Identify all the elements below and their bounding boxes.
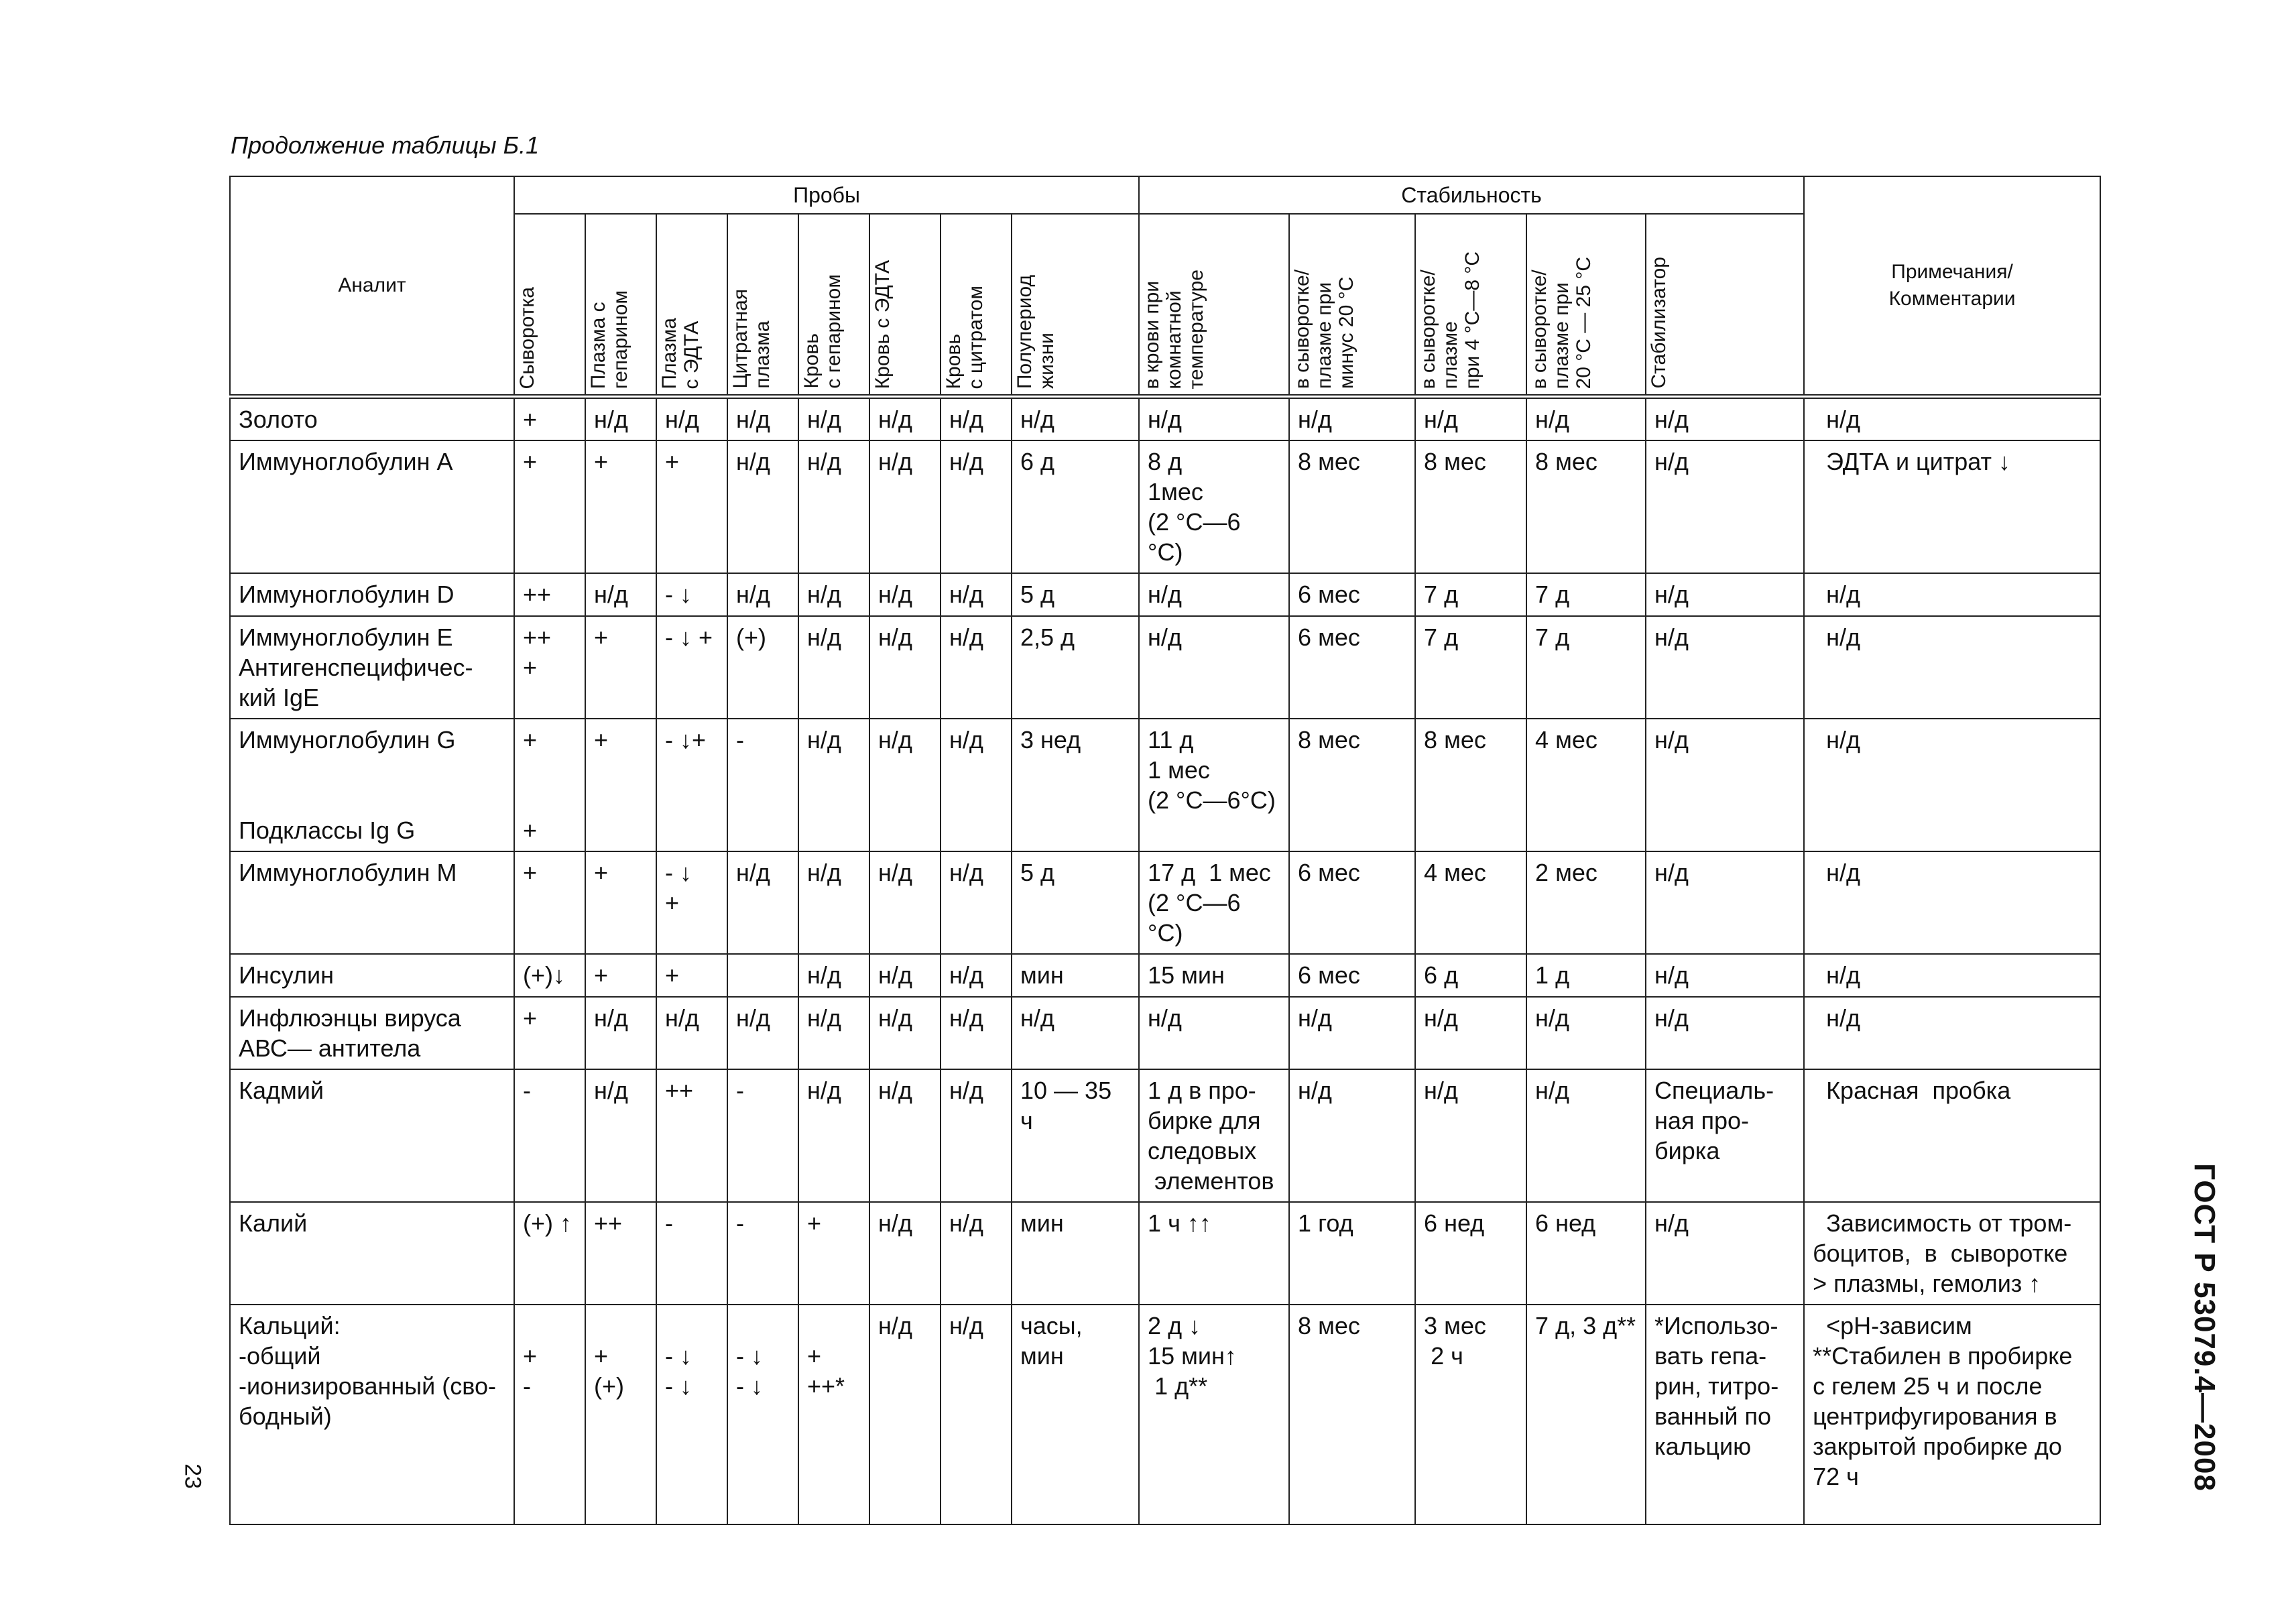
header-sample-7-label: Полупериод жизни: [1014, 275, 1058, 389]
table-cell: +: [798, 1202, 869, 1305]
table-cell: [727, 954, 798, 997]
table-cell: н/д: [941, 573, 1012, 616]
table-cell: часы, мин: [1012, 1305, 1139, 1524]
table-cell: 6 мес: [1289, 616, 1415, 719]
table-cell: +: [514, 851, 585, 954]
table-cell: н/д: [727, 440, 798, 573]
table-row: [230, 997, 2100, 1069]
table-cell: 1 д: [1526, 954, 1646, 997]
table-cell: н/д: [1415, 997, 1526, 1069]
analyte-cell: Иммуноглобулин А: [230, 440, 514, 573]
table-cell: + (+): [585, 1305, 656, 1524]
table-cell: н/д: [1646, 1202, 1804, 1305]
table-cell: 6 мес: [1289, 851, 1415, 954]
table-cell: н/д: [727, 397, 798, 441]
analyte-table: [229, 176, 2101, 1525]
table-cell: 6 нед: [1415, 1202, 1526, 1305]
header-sample-4: [798, 214, 869, 397]
table-cell: 4 мес: [1415, 851, 1526, 954]
header-sample-6-label: Кровь с цитратом: [943, 285, 987, 389]
header-sample-1: [585, 214, 656, 397]
header-sample-5: [869, 214, 941, 397]
header-sample-6: [941, 214, 1012, 397]
table-cell: н/д: [869, 573, 941, 616]
table-cell: н/д: [798, 573, 869, 616]
analyte-cell: Иммуноглобулин G Подклассы Ig G: [230, 719, 514, 851]
page-number-text: 23: [180, 1463, 206, 1489]
table-cell: н/д: [727, 997, 798, 1069]
table-cell: н/д: [1804, 851, 2100, 954]
table-cell: н/д: [869, 851, 941, 954]
table-cell: 5 д: [1012, 573, 1139, 616]
table-cell: н/д: [585, 1069, 656, 1202]
analyte-cell: Золото: [230, 397, 514, 441]
table-cell: *Использо- вать гепа- рин, титро- ванный по кальцию: [1646, 1305, 1804, 1524]
header-stability-4-label: Стабилизатор: [1648, 257, 1671, 389]
table-cell: 3 нед: [1012, 719, 1139, 851]
header-stability-3-label: в сыворотке/ плазме при 20 °С — 25 °С: [1528, 256, 1595, 389]
table-cell: н/д: [1646, 573, 1804, 616]
table-cell: 17 д 1 мес (2 °С—6 °С): [1139, 851, 1289, 954]
table-cell: - ↓ +: [656, 616, 727, 719]
table-cell: н/д: [798, 954, 869, 997]
table-cell: н/д: [1415, 1069, 1526, 1202]
table-cell: н/д: [798, 397, 869, 441]
table-cell: н/д: [941, 954, 1012, 997]
table-cell: н/д: [869, 997, 941, 1069]
table-cell: н/д: [1646, 397, 1804, 441]
table-cell: 1 ч ↑↑: [1139, 1202, 1289, 1305]
table-cell: н/д: [869, 1069, 941, 1202]
table-cell: +: [656, 440, 727, 573]
header-sample-5-label: Кровь с ЭДТА: [871, 259, 894, 389]
header-stability-1: [1289, 214, 1415, 397]
header-stability-2-label: в сыворотке/ плазме при 4 °С—8 °С: [1417, 251, 1484, 389]
header-sample-0: [514, 214, 585, 397]
header-sample-1-label: Плазма с гепарином: [587, 290, 631, 389]
table-cell: Специаль- ная про- бирка: [1646, 1069, 1804, 1202]
table-cell: н/д: [798, 851, 869, 954]
table-cell: - ↓ - ↓: [727, 1305, 798, 1524]
table-cell: (+): [727, 616, 798, 719]
header-sample-2: [656, 214, 727, 397]
header-notes: [1804, 176, 2100, 397]
table-cell: н/д: [869, 1305, 941, 1524]
header-stability-4: [1646, 214, 1804, 397]
table-cell: н/д: [1646, 719, 1804, 851]
table-cell: 8 мес: [1289, 1305, 1415, 1524]
table-cell: н/д: [1289, 997, 1415, 1069]
header-samples-group: Пробы: [514, 176, 1139, 214]
header-sample-4-label: Кровь с гепарином: [800, 274, 845, 389]
table-cell: н/д: [727, 573, 798, 616]
table-cell: н/д: [1804, 719, 2100, 851]
header-sample-0-label: Сыворотка: [516, 286, 538, 389]
table-cell: н/д: [1804, 997, 2100, 1069]
table-cell: - ↓ - ↓: [656, 1305, 727, 1524]
analyte-cell: Кадмий: [230, 1069, 514, 1202]
table-cell: н/д: [1526, 1069, 1646, 1202]
table-cell: н/д: [798, 616, 869, 719]
table-cell: ++ +: [514, 616, 585, 719]
table-cell: +: [585, 851, 656, 954]
table-cell: н/д: [941, 851, 1012, 954]
table-cell: н/д: [1139, 397, 1289, 441]
table-cell: ЭДТА и цитрат ↓: [1804, 440, 2100, 573]
table-cell: 11 д 1 мес (2 °С—6°С): [1139, 719, 1289, 851]
analyte-cell: Инсулин: [230, 954, 514, 997]
document-code-label: [2184, 1153, 2224, 1502]
table-cell: 2,5 д: [1012, 616, 1139, 719]
table-cell: н/д: [869, 1202, 941, 1305]
table-cell: н/д: [869, 719, 941, 851]
table-cell: 7 д: [1415, 616, 1526, 719]
table-cell: ++: [585, 1202, 656, 1305]
header-sample-3-label: Цитратная плазма: [729, 289, 774, 389]
table-cell: Красная пробка: [1804, 1069, 2100, 1202]
table-cell: н/д: [656, 997, 727, 1069]
table-cell: -: [727, 1069, 798, 1202]
table-cell: н/д: [798, 719, 869, 851]
table-cell: н/д: [798, 997, 869, 1069]
header-stability-group: Стабильность: [1139, 176, 1804, 214]
table-cell: +: [514, 997, 585, 1069]
table-cell: н/д: [1289, 1069, 1415, 1202]
table-cell: н/д: [1804, 573, 2100, 616]
table-cell: -: [727, 719, 798, 851]
table-cell: ++: [514, 573, 585, 616]
table-cell: н/д: [798, 440, 869, 573]
table-cell: -: [514, 1069, 585, 1202]
table-cell: н/д: [1526, 997, 1646, 1069]
analyte-cell: Иммуноглобулин D: [230, 573, 514, 616]
analyte-cell: Кальций: -общий -ионизированный (сво- бодный): [230, 1305, 514, 1524]
analyte-cell: Иммуноглобулин Е Антигенспецифичес- кий IgE: [230, 616, 514, 719]
table-cell: -: [656, 1202, 727, 1305]
table-cell: +: [585, 440, 656, 573]
header-analyte: Аналит: [230, 176, 514, 397]
table-cell: - ↓: [656, 573, 727, 616]
table-cell: 7 д: [1415, 573, 1526, 616]
table-cell: н/д: [1804, 616, 2100, 719]
table-cell: ++: [656, 1069, 727, 1202]
header-stability-2: [1415, 214, 1526, 397]
table-cell: 6 д: [1415, 954, 1526, 997]
header-stability-0: [1139, 214, 1289, 397]
header-sample-2-label: Плазма с ЭДТА: [658, 317, 703, 389]
table-cell: 2 д ↓ 15 мин↑ 1 д**: [1139, 1305, 1289, 1524]
table-cell: н/д: [1012, 997, 1139, 1069]
table-cell: н/д: [585, 573, 656, 616]
table-cell: н/д: [1646, 851, 1804, 954]
header-stability-0-label: в крови при комнатной температуре: [1141, 269, 1208, 389]
table-cell: н/д: [1646, 616, 1804, 719]
table-cell: +: [585, 616, 656, 719]
table-cell: 1 д в про- бирке для следовых элементов: [1139, 1069, 1289, 1202]
table-cell: 6 нед: [1526, 1202, 1646, 1305]
table-cell: 8 мес: [1415, 440, 1526, 573]
table-cell: +: [585, 954, 656, 997]
table-row: [230, 851, 2100, 954]
table-cell: н/д: [727, 851, 798, 954]
analyte-cell: Инфлюэнцы вируса АВС— антитела: [230, 997, 514, 1069]
table-row: [230, 1305, 2100, 1524]
table-cell: 1 год: [1289, 1202, 1415, 1305]
table-cell: 7 д: [1526, 616, 1646, 719]
header-notes-label: Примечания/ Комментарии: [1888, 261, 2016, 310]
table-cell: 7 д: [1526, 573, 1646, 616]
table-cell: 6 мес: [1289, 954, 1415, 997]
table-cell: (+) ↑: [514, 1202, 585, 1305]
table-cell: н/д: [1526, 397, 1646, 441]
table-cell: н/д: [941, 1202, 1012, 1305]
table-cell: 8 мес: [1289, 719, 1415, 851]
table-cell: Зависимость от тром- боцитов, в сыворотке > плазмы, гемолиз ↑: [1804, 1202, 2100, 1305]
table-cell: 10 — 35 ч: [1012, 1069, 1139, 1202]
table-cell: н/д: [1012, 397, 1139, 441]
table-cell: мин: [1012, 954, 1139, 997]
table-cell: + -: [514, 1305, 585, 1524]
table-cell: н/д: [585, 997, 656, 1069]
table-cell: 8 д 1мес (2 °С—6 °С): [1139, 440, 1289, 573]
table-row: [230, 397, 2100, 441]
table-cell: 6 мес: [1289, 573, 1415, 616]
table-row: [230, 573, 2100, 616]
table-cell: + ++*: [798, 1305, 869, 1524]
table-cell: н/д: [941, 616, 1012, 719]
table-caption: Продолжение таблицы Б.1: [231, 131, 540, 159]
table-cell: н/д: [798, 1069, 869, 1202]
table-cell: 2 мес: [1526, 851, 1646, 954]
table-cell: н/д: [1646, 997, 1804, 1069]
table-cell: (+)↓: [514, 954, 585, 997]
table-cell: 15 мин: [1139, 954, 1289, 997]
table-cell: н/д: [1804, 954, 2100, 997]
table-row: [230, 719, 2100, 851]
table-cell: н/д: [1139, 573, 1289, 616]
table-cell: н/д: [869, 616, 941, 719]
table-cell: 4 мес: [1526, 719, 1646, 851]
table-cell: н/д: [1646, 954, 1804, 997]
table-cell: н/д: [941, 997, 1012, 1069]
header-sample-3: [727, 214, 798, 397]
table-cell: н/д: [1804, 397, 2100, 441]
table-row: [230, 616, 2100, 719]
table-cell: 5 д: [1012, 851, 1139, 954]
table-cell: +: [656, 954, 727, 997]
analyte-cell: Иммуноглобулин М: [230, 851, 514, 954]
table-cell: н/д: [941, 1069, 1012, 1202]
table-cell: - ↓ +: [656, 851, 727, 954]
header-sample-7: [1012, 214, 1139, 397]
table-cell: 8 мес: [1289, 440, 1415, 573]
analyte-cell: Калий: [230, 1202, 514, 1305]
table-cell: н/д: [1646, 440, 1804, 573]
table-row: [230, 440, 2100, 573]
document-code-text: ГОСТ Р 53079.4—2008: [2188, 1163, 2221, 1492]
header-stability-1-label: в сыворотке/ плазме при минус 20 °С: [1291, 269, 1358, 389]
header-stability-3: [1526, 214, 1646, 397]
table-cell: н/д: [1289, 397, 1415, 441]
table-cell: +: [514, 440, 585, 573]
table-row: [230, 1202, 2100, 1305]
table-cell: н/д: [941, 397, 1012, 441]
table-cell: н/д: [869, 954, 941, 997]
table-cell: н/д: [656, 397, 727, 441]
table-cell: н/д: [941, 1305, 1012, 1524]
table-cell: 3 мес 2 ч: [1415, 1305, 1526, 1524]
table-cell: мин: [1012, 1202, 1139, 1305]
table-cell: - ↓+: [656, 719, 727, 851]
table-cell: н/д: [869, 397, 941, 441]
table-cell: +: [514, 397, 585, 441]
table-cell: н/д: [869, 440, 941, 573]
table-cell: н/д: [941, 719, 1012, 851]
table-row: [230, 954, 2100, 997]
table-cell: 6 д: [1012, 440, 1139, 573]
table-cell: 8 мес: [1526, 440, 1646, 573]
page-number: [176, 1456, 209, 1496]
table-cell: н/д: [1139, 997, 1289, 1069]
table-cell: <pH-зависим **Стабилен в пробирке с гелем 25 ч и после центрифугирования в закрытой пробирке до 72 ч: [1804, 1305, 2100, 1524]
table-row: [230, 1069, 2100, 1202]
table-cell: 7 д, 3 д**: [1526, 1305, 1646, 1524]
table-cell: + +: [514, 719, 585, 851]
table-cell: н/д: [941, 440, 1012, 573]
table-cell: -: [727, 1202, 798, 1305]
table-cell: +: [585, 719, 656, 851]
table-cell: н/д: [585, 397, 656, 441]
table-cell: н/д: [1415, 397, 1526, 441]
table-cell: 8 мес: [1415, 719, 1526, 851]
table-cell: н/д: [1139, 616, 1289, 719]
